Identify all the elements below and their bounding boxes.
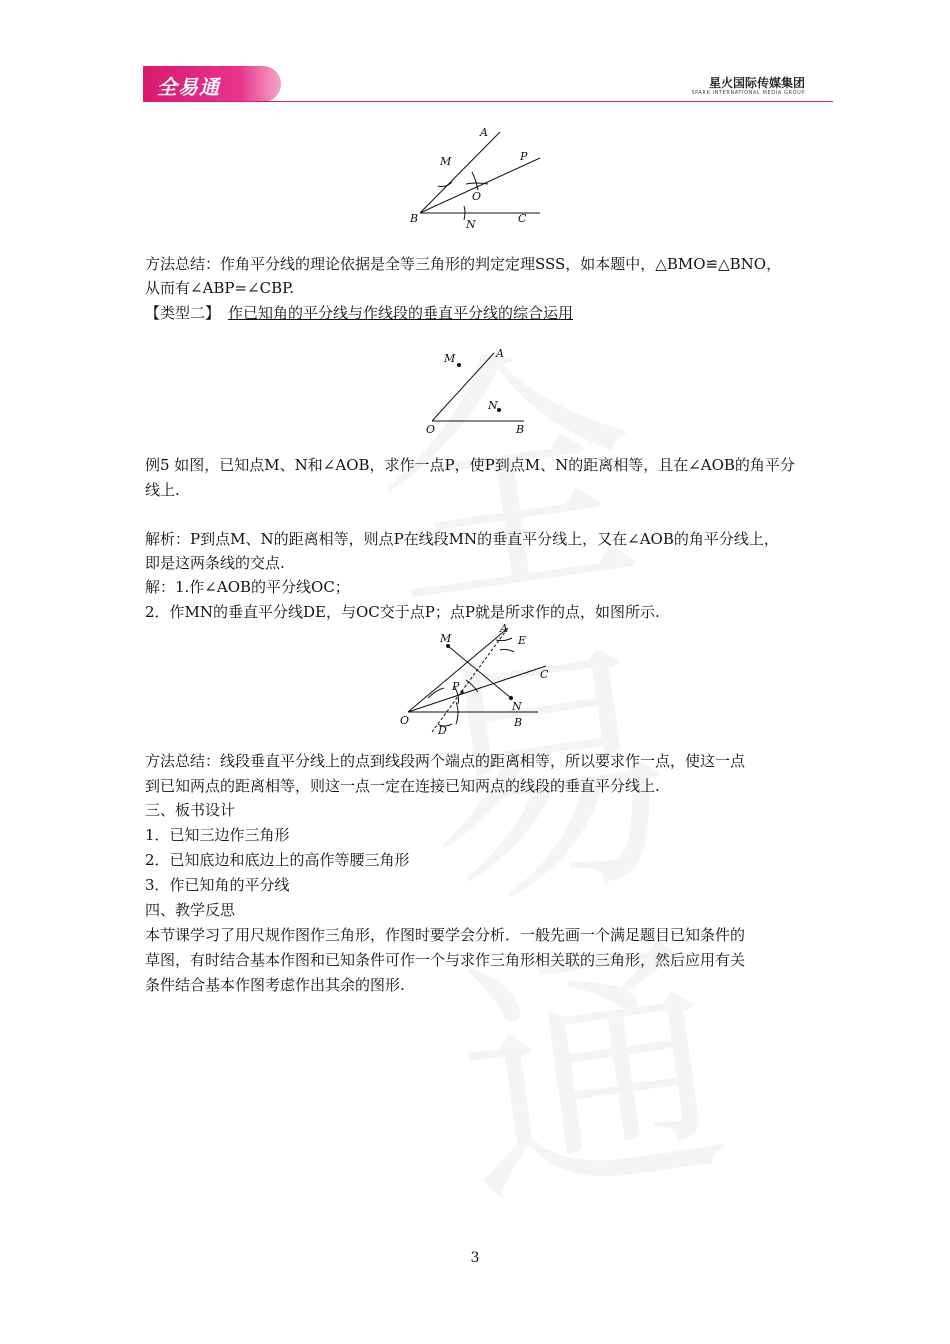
board-heading: 三、板书设计 [145,801,236,819]
analysis-line2: 即是这两条线的交点. [145,554,285,572]
solution-step2: 2．作MN的垂直平分线DE，与OC交于点P；点P就是所求作的点，如图所示. [145,603,660,621]
summary1-line1: 方法总结：作角平分线的理论依据是全等三角形的判定定理SSS，如本题中，△BMO≌△BNO， [145,255,782,273]
fig1-label-c: C [518,212,527,225]
brand-logo [143,66,281,102]
fig1-label-b: B [410,212,419,225]
brand-name-en: SPARK INTERNATIONAL MEDIA GROUP [691,90,805,96]
brand-name-cn: 星火国际传媒集团 [708,76,805,90]
fig3-label-c: C [540,668,549,681]
fig3-label-n: N [512,700,522,713]
fig3-label-e: E [518,634,527,647]
type2-tag: 【类型二】 [145,304,221,322]
fig2-label-m: M [444,352,456,365]
fig1-label-n: N [466,218,476,231]
fig3-label-a: A [500,622,508,635]
type2-title: 作已知角的平分线与作线段的垂直平分线的综合运用 [228,304,574,322]
board-item-3: 3．作已知角的平分线 [145,876,290,894]
reflection-line2: 草图，有时结合基本作图和已知条件可作一个与求作三角形相关联的三角形，然后应用有关 [145,951,746,969]
summary1-line2: 从而有∠ABP=∠CBP. [145,279,294,297]
fig2-label-b: B [516,423,525,436]
example5-line2: 线上. [145,481,180,499]
fig3-label-o: O [400,714,410,727]
header-divider [143,101,833,102]
reflection-heading: 四、教学反思 [145,901,236,919]
fig1-label-p: P [520,150,528,163]
page-number: 3 [470,1250,480,1266]
fig1-label-m: M [440,155,452,168]
reflection-line3: 条件结合基本作图考虑作出其余的图形. [145,976,405,994]
fig1-label-a: A [480,126,488,139]
figure-given-angle [418,345,538,437]
fig2-label-a: A [496,347,504,360]
solution-step1: 解：1.作∠AOB的平分线OC； [145,578,350,596]
figure-angle-bisector [400,120,550,232]
reflection-line1: 本节课学习了用尺规作图作三角形，作图时要学会分析．一般先画一个满足题目已知条件的 [145,926,746,944]
fig3-label-p: P [452,680,460,693]
example5-line1: 例5 如图，已知点M、N和∠AOB，求作一点P，使P到点M、N的距离相等，且在∠AOB的角平分 [145,456,795,474]
summary2-line1: 方法总结：线段垂直平分线上的点到线段两个端点的距离相等，所以要求作一点，使这一点 [145,752,746,770]
fig3-label-d: D [438,724,447,737]
analysis-line1: 解析：P到点M、N的距离相等，则点P在线段MN的垂直平分线上，又在∠AOB的角平分线上， [145,530,779,548]
fig2-label-o: O [426,423,436,436]
fig1-label-o: O [472,190,482,203]
board-item-1: 1．已知三边作三角形 [145,826,290,844]
board-item-2: 2．已知底边和底边上的高作等腰三角形 [145,851,410,869]
summary2-line2: 到已知两点的距离相等，则这一点一定在连接已知两点的线段的垂直平分线上. [145,777,660,795]
logo-text: 全易通 [157,75,220,99]
figure-combined-construction [396,620,556,738]
type2-heading [145,301,810,325]
fig3-label-b: B [514,716,523,729]
fig2-label-n: N [488,399,498,412]
fig3-label-m: M [440,632,452,645]
